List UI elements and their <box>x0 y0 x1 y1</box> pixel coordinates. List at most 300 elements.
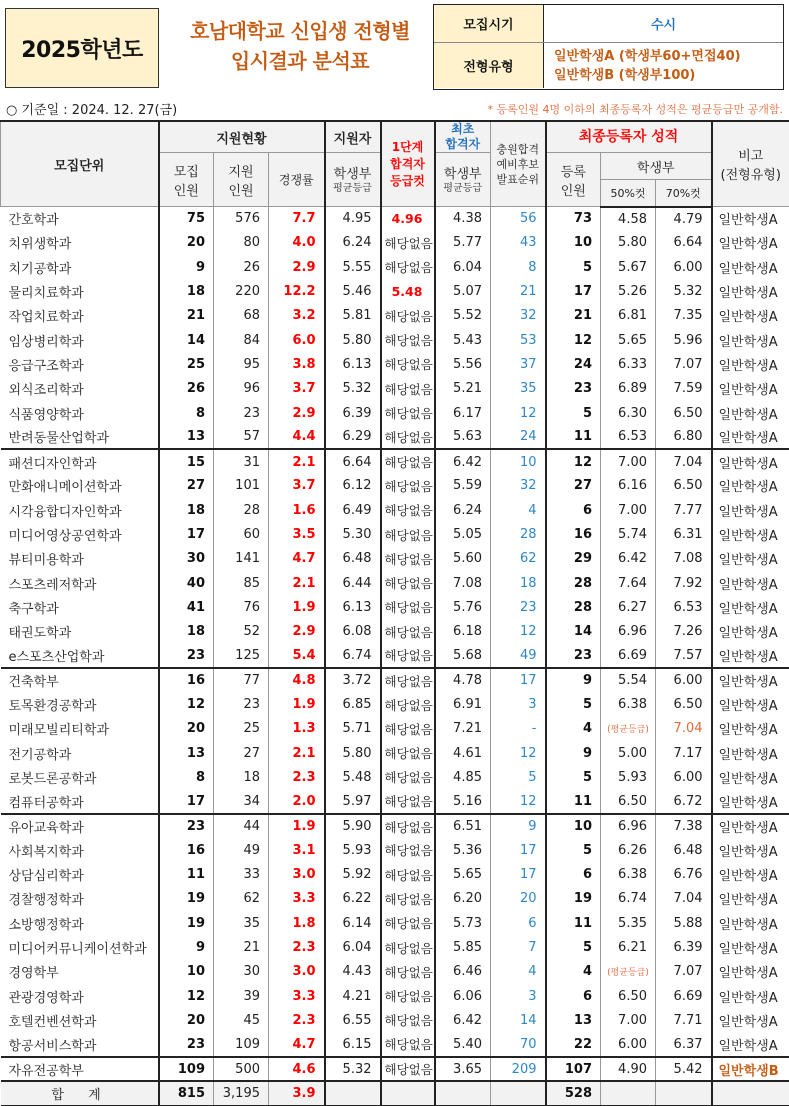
cell-ratio: 3.3 <box>269 984 325 1008</box>
col-record: 학생부 <box>601 153 712 180</box>
cell-app-avg: 5.32 <box>325 377 381 401</box>
cell-type: 일반학생A <box>712 644 789 668</box>
cell-quota: 18 <box>159 279 214 303</box>
page-title <box>165 16 435 76</box>
cell-quota: 26 <box>159 377 214 401</box>
cell-waitlist: 17 <box>491 668 546 692</box>
cell-first-avg: 4.85 <box>435 765 491 789</box>
cell-app-avg: 6.15 <box>325 1033 381 1057</box>
cell-c70: 6.50 <box>656 401 712 425</box>
total-empty <box>435 1081 491 1105</box>
table-row <box>1 620 789 644</box>
cell-applied: 101 <box>214 474 269 498</box>
period-value: 수시 <box>544 5 783 42</box>
cell-quota: 16 <box>159 838 214 862</box>
cell-c50: 6.81 <box>601 304 656 328</box>
cell-ratio: 3.0 <box>269 960 325 984</box>
cell-name: 만화애니메이션학과 <box>1 474 159 498</box>
cell-name: 치기공학과 <box>1 255 159 279</box>
cell-applied: 45 <box>214 1008 269 1032</box>
cell-c50: 6.16 <box>601 474 656 498</box>
cell-app-avg: 5.55 <box>325 255 381 279</box>
cell-reg: 4 <box>546 717 601 741</box>
col-cut50: 50%컷 <box>601 180 656 207</box>
total-empty <box>491 1081 546 1105</box>
cell-quota: 16 <box>159 668 214 692</box>
cell-quota: 8 <box>159 765 214 789</box>
cell-ratio: 3.1 <box>269 838 325 862</box>
table-row <box>1 741 789 765</box>
cell-name: 임상병리학과 <box>1 328 159 352</box>
cell-stage1: 해당없음 <box>381 717 435 741</box>
cell-name: 관광경영학과 <box>1 984 159 1008</box>
cell-c70: 6.69 <box>656 984 712 1008</box>
cell-c70: 6.80 <box>656 425 712 449</box>
cell-quota: 75 <box>159 207 214 231</box>
cell-waitlist: 10 <box>491 449 546 473</box>
table-row <box>1 838 789 862</box>
cell-name: 시각융합디자인학과 <box>1 498 159 522</box>
cell-quota: 9 <box>159 255 214 279</box>
cell-ratio: 3.2 <box>269 304 325 328</box>
cell-reg: 10 <box>546 231 601 255</box>
cell-ratio: 3.3 <box>269 887 325 911</box>
cell-waitlist: 53 <box>491 328 546 352</box>
cell-reg: 5 <box>546 935 601 959</box>
cell-name: 건축학부 <box>1 668 159 692</box>
cell-c70: 6.39 <box>656 935 712 959</box>
type-values <box>544 43 783 88</box>
cell-quota: 13 <box>159 425 214 449</box>
cell-app-avg: 6.12 <box>325 474 381 498</box>
cell-applied: 141 <box>214 547 269 571</box>
cell-ratio: 1.9 <box>269 595 325 619</box>
cell-first-avg: 5.85 <box>435 935 491 959</box>
cell-c70: 7.07 <box>656 352 712 376</box>
cell-applied: 39 <box>214 984 269 1008</box>
cell-waitlist: 8 <box>491 255 546 279</box>
disclaimer-note: * 등록인원 4명 이하의 최종등록자 성적은 평균등급만 공개함. <box>488 101 784 117</box>
cell-waitlist: 24 <box>491 425 546 449</box>
cell-c70: 7.35 <box>656 304 712 328</box>
cell-type: 일반학생A <box>712 255 789 279</box>
cell-first-avg: 5.59 <box>435 474 491 498</box>
cell-type: 일반학생A <box>712 692 789 716</box>
cell-app-avg: 6.49 <box>325 498 381 522</box>
table-row <box>1 207 789 231</box>
cell-first-avg: 6.51 <box>435 814 491 838</box>
info-box <box>433 4 784 90</box>
cell-name: 뷰티미용학과 <box>1 547 159 571</box>
cell-app-avg: 6.55 <box>325 1008 381 1032</box>
cell-applied: 76 <box>214 595 269 619</box>
cell-app-avg: 3.72 <box>325 668 381 692</box>
cell-quota: 17 <box>159 522 214 546</box>
cell-name: 응급구조학과 <box>1 352 159 376</box>
cell-stage1: 해당없음 <box>381 668 435 692</box>
cell-app-avg: 6.64 <box>325 449 381 473</box>
cell-c50: 6.21 <box>601 935 656 959</box>
cell-quota: 18 <box>159 620 214 644</box>
cell-reg: 107 <box>546 1057 601 1081</box>
cell-waitlist: 32 <box>491 304 546 328</box>
cell-waitlist: 17 <box>491 863 546 887</box>
cell-applied: 44 <box>214 814 269 838</box>
cell-ratio: 2.1 <box>269 449 325 473</box>
col-remark: 비고 (전형유형) <box>712 121 789 207</box>
cell-type: 일반학생A <box>712 377 789 401</box>
cell-name: 치위생학과 <box>1 231 159 255</box>
cell-type: 일반학생A <box>712 474 789 498</box>
cell-c50: 5.80 <box>601 231 656 255</box>
table-row <box>1 1033 789 1057</box>
table-row <box>1 352 789 376</box>
cell-stage1: 해당없음 <box>381 522 435 546</box>
cell-name: 토목환경공학과 <box>1 692 159 716</box>
table-row <box>1 255 789 279</box>
cell-c50: 5.67 <box>601 255 656 279</box>
cell-reg: 19 <box>546 887 601 911</box>
cell-first-avg: 5.65 <box>435 863 491 887</box>
total-ratio: 3.9 <box>269 1081 325 1105</box>
cell-c70: 7.26 <box>656 620 712 644</box>
cell-quota: 20 <box>159 1008 214 1032</box>
cell-applied: 80 <box>214 231 269 255</box>
cell-app-avg: 5.46 <box>325 279 381 303</box>
cell-c70: 6.00 <box>656 765 712 789</box>
cell-app-avg: 5.93 <box>325 838 381 862</box>
cell-name: 스포츠레저학과 <box>1 571 159 595</box>
cell-app-avg: 5.92 <box>325 863 381 887</box>
cell-ratio: 2.3 <box>269 1008 325 1032</box>
cell-first-avg: 5.60 <box>435 547 491 571</box>
cell-applied: 25 <box>214 717 269 741</box>
cell-stage1: 해당없음 <box>381 231 435 255</box>
cell-c70: 4.79 <box>656 207 712 231</box>
cell-c50: 7.00 <box>601 498 656 522</box>
cell-waitlist: - <box>491 717 546 741</box>
cell-c50: 6.89 <box>601 377 656 401</box>
cell-applied: 52 <box>214 620 269 644</box>
cell-first-avg: 4.38 <box>435 207 491 231</box>
cell-first-avg: 6.46 <box>435 960 491 984</box>
cell-first-avg: 5.07 <box>435 279 491 303</box>
cell-applied: 84 <box>214 328 269 352</box>
cell-applied: 27 <box>214 741 269 765</box>
cell-type: 일반학생A <box>712 547 789 571</box>
table-row <box>1 328 789 352</box>
cell-app-avg: 6.29 <box>325 425 381 449</box>
results-table <box>0 120 789 1106</box>
cell-ratio: 4.6 <box>269 1057 325 1081</box>
cell-c70: 6.37 <box>656 1033 712 1057</box>
table-row <box>1 474 789 498</box>
cell-applied: 31 <box>214 449 269 473</box>
cell-stage1: 해당없음 <box>381 644 435 668</box>
cell-reg: 5 <box>546 401 601 425</box>
cell-quota: 30 <box>159 547 214 571</box>
cell-c70: 7.77 <box>656 498 712 522</box>
col-final: 최종등록자 성적 <box>546 121 712 153</box>
col-unit: 모집단위 <box>1 121 159 207</box>
cell-waitlist: 4 <box>491 498 546 522</box>
cell-first-avg: 6.17 <box>435 401 491 425</box>
cell-applied: 23 <box>214 692 269 716</box>
cell-ratio: 2.3 <box>269 935 325 959</box>
cell-quota: 40 <box>159 571 214 595</box>
cell-app-avg: 5.80 <box>325 328 381 352</box>
cell-first-avg: 6.20 <box>435 887 491 911</box>
cell-c50: 5.54 <box>601 668 656 692</box>
cell-type: 일반학생A <box>712 790 789 814</box>
col-applied: 지원 인원 <box>214 153 269 207</box>
cell-reg: 10 <box>546 814 601 838</box>
cell-reg: 9 <box>546 741 601 765</box>
cell-stage1: 해당없음 <box>381 498 435 522</box>
type-b: 일반학생B (학생부100) <box>554 66 695 85</box>
cell-quota: 8 <box>159 401 214 425</box>
cell-c50: 6.38 <box>601 863 656 887</box>
cell-type: 일반학생A <box>712 279 789 303</box>
cell-applied: 35 <box>214 911 269 935</box>
cell-waitlist: 56 <box>491 207 546 231</box>
cell-name: 축구학과 <box>1 595 159 619</box>
cell-quota: 18 <box>159 498 214 522</box>
cell-name: 경찰행정학과 <box>1 887 159 911</box>
cell-reg: 21 <box>546 304 601 328</box>
cell-name: 미디어영상공연학과 <box>1 522 159 546</box>
cell-waitlist: 209 <box>491 1057 546 1081</box>
cell-first-avg: 5.68 <box>435 644 491 668</box>
cell-app-avg: 6.04 <box>325 935 381 959</box>
cell-c70: 7.04 <box>656 717 712 741</box>
cell-app-avg: 5.48 <box>325 765 381 789</box>
cell-waitlist: 4 <box>491 960 546 984</box>
cell-c70: 6.00 <box>656 668 712 692</box>
cell-first-avg: 6.18 <box>435 620 491 644</box>
cell-first-avg: 6.04 <box>435 255 491 279</box>
cell-reg: 24 <box>546 352 601 376</box>
cell-applied: 57 <box>214 425 269 449</box>
cell-ratio: 12.2 <box>269 279 325 303</box>
cell-name: 반려동물산업학과 <box>1 425 159 449</box>
cell-quota: 20 <box>159 717 214 741</box>
col-ratio: 경쟁률 <box>269 153 325 207</box>
cell-c70: 5.32 <box>656 279 712 303</box>
cell-reg: 13 <box>546 1008 601 1032</box>
cell-c70: 7.92 <box>656 571 712 595</box>
total-row <box>1 1081 789 1105</box>
table-row <box>1 984 789 1008</box>
cell-quota: 23 <box>159 1033 214 1057</box>
table-row <box>1 668 789 692</box>
cell-reg: 17 <box>546 279 601 303</box>
cell-app-avg: 6.14 <box>325 911 381 935</box>
reference-date: ○ 기준일 : 2024. 12. 27(금) <box>6 99 177 118</box>
cell-reg: 12 <box>546 328 601 352</box>
cell-ratio: 3.7 <box>269 377 325 401</box>
cell-app-avg: 5.71 <box>325 717 381 741</box>
cell-quota: 17 <box>159 790 214 814</box>
cell-app-avg: 6.48 <box>325 547 381 571</box>
cell-stage1: 해당없음 <box>381 960 435 984</box>
cell-stage1: 해당없음 <box>381 1008 435 1032</box>
cell-reg: 11 <box>546 425 601 449</box>
cell-c70: 6.31 <box>656 522 712 546</box>
cell-type: 일반학생A <box>712 595 789 619</box>
cell-stage1: 해당없음 <box>381 595 435 619</box>
cell-stage1: 해당없음 <box>381 935 435 959</box>
type-a: 일반학생A (학생부60+면접40) <box>554 47 741 66</box>
cell-name: e스포츠산업학과 <box>1 644 159 668</box>
cell-app-avg: 5.32 <box>325 1057 381 1081</box>
cell-c50: 6.33 <box>601 352 656 376</box>
cell-quota: 11 <box>159 863 214 887</box>
cell-applied: 26 <box>214 255 269 279</box>
cell-waitlist: 23 <box>491 595 546 619</box>
cell-name: 사회복지학과 <box>1 838 159 862</box>
cell-stage1: 해당없음 <box>381 328 435 352</box>
cell-c70: 6.50 <box>656 692 712 716</box>
table-row <box>1 1057 789 1081</box>
table-row <box>1 595 789 619</box>
cell-c50: 5.00 <box>601 741 656 765</box>
cell-quota: 19 <box>159 911 214 935</box>
table-row <box>1 522 789 546</box>
cell-reg: 9 <box>546 668 601 692</box>
cell-name: 유아교육학과 <box>1 814 159 838</box>
cell-ratio: 1.9 <box>269 692 325 716</box>
cell-stage1: 해당없음 <box>381 255 435 279</box>
cell-waitlist: 17 <box>491 838 546 862</box>
cell-reg: 4 <box>546 960 601 984</box>
cell-waitlist: 9 <box>491 814 546 838</box>
cell-quota: 25 <box>159 352 214 376</box>
col-waitlist: 충원합격 예비후보 발표순위 <box>491 121 546 207</box>
cell-quota: 20 <box>159 231 214 255</box>
cell-ratio: 3.0 <box>269 863 325 887</box>
cell-c70: 7.07 <box>656 960 712 984</box>
cell-type: 일반학생A <box>712 838 789 862</box>
cell-stage1: 해당없음 <box>381 790 435 814</box>
cell-waitlist: 37 <box>491 352 546 376</box>
cell-type: 일반학생A <box>712 935 789 959</box>
cell-waitlist: 5 <box>491 765 546 789</box>
cell-type: 일반학생A <box>712 863 789 887</box>
cell-reg: 6 <box>546 984 601 1008</box>
cell-first-avg: 5.16 <box>435 790 491 814</box>
cell-c70: 6.72 <box>656 790 712 814</box>
cell-applied: 77 <box>214 668 269 692</box>
cell-ratio: 3.7 <box>269 474 325 498</box>
cell-app-avg: 6.13 <box>325 352 381 376</box>
table-row <box>1 644 789 668</box>
cell-c70: 5.88 <box>656 911 712 935</box>
cell-app-avg: 5.90 <box>325 814 381 838</box>
cell-c50: 6.30 <box>601 401 656 425</box>
cell-app-avg: 4.95 <box>325 207 381 231</box>
cell-quota: 41 <box>159 595 214 619</box>
cell-quota: 19 <box>159 887 214 911</box>
cell-ratio: 2.9 <box>269 620 325 644</box>
cell-ratio: 2.9 <box>269 401 325 425</box>
cell-reg: 5 <box>546 692 601 716</box>
cell-app-avg: 5.97 <box>325 790 381 814</box>
col-first-avg: 학생부 평균등급 <box>435 153 491 207</box>
cell-stage1: 해당없음 <box>381 838 435 862</box>
cell-reg: 11 <box>546 911 601 935</box>
cell-ratio: 2.3 <box>269 765 325 789</box>
cell-ratio: 4.4 <box>269 425 325 449</box>
col-first-pass: 최초 합격자 <box>435 121 491 153</box>
cell-stage1: 해당없음 <box>381 425 435 449</box>
cell-stage1: 해당없음 <box>381 377 435 401</box>
cell-c70: 7.57 <box>656 644 712 668</box>
total-empty <box>712 1081 789 1105</box>
cell-waitlist: 18 <box>491 571 546 595</box>
cell-app-avg: 6.44 <box>325 571 381 595</box>
cell-applied: 125 <box>214 644 269 668</box>
cell-c70: 6.76 <box>656 863 712 887</box>
year-label: 2025학년도 <box>5 8 159 88</box>
cell-c50: 6.74 <box>601 887 656 911</box>
cell-c50: 6.69 <box>601 644 656 668</box>
cell-applied: 18 <box>214 765 269 789</box>
cell-first-avg: 6.06 <box>435 984 491 1008</box>
cell-quota: 23 <box>159 644 214 668</box>
cell-name: 상담심리학과 <box>1 863 159 887</box>
cell-c70: 7.08 <box>656 547 712 571</box>
cell-ratio: 4.8 <box>269 668 325 692</box>
cell-stage1: 해당없음 <box>381 352 435 376</box>
cell-stage1: 해당없음 <box>381 984 435 1008</box>
total-empty <box>325 1081 381 1105</box>
cell-quota: 109 <box>159 1057 214 1081</box>
cell-waitlist: 49 <box>491 644 546 668</box>
cell-name: 전기공학과 <box>1 741 159 765</box>
cell-quota: 10 <box>159 960 214 984</box>
table-row <box>1 231 789 255</box>
cell-ratio: 1.3 <box>269 717 325 741</box>
period-label: 모집시기 <box>434 5 544 42</box>
cell-type: 일반학생A <box>712 668 789 692</box>
cell-first-avg: 6.42 <box>435 1008 491 1032</box>
cell-waitlist: 70 <box>491 1033 546 1057</box>
cell-name: 로봇드론공학과 <box>1 765 159 789</box>
cell-stage1: 해당없음 <box>381 1033 435 1057</box>
cell-reg: 5 <box>546 765 601 789</box>
cell-name: 경영학부 <box>1 960 159 984</box>
cell-c50: 5.26 <box>601 279 656 303</box>
cell-stage1: 해당없음 <box>381 741 435 765</box>
cell-first-avg: 5.56 <box>435 352 491 376</box>
cell-app-avg: 6.24 <box>325 231 381 255</box>
cell-applied: 62 <box>214 887 269 911</box>
cell-name: 태권도학과 <box>1 620 159 644</box>
cell-c50: 5.35 <box>601 911 656 935</box>
cell-name: 컴퓨터공학과 <box>1 790 159 814</box>
total-quota: 815 <box>159 1081 214 1105</box>
cell-app-avg: 6.08 <box>325 620 381 644</box>
total-reg: 528 <box>546 1081 601 1105</box>
cell-type: 일반학생A <box>712 352 789 376</box>
cell-type: 일반학생A <box>712 960 789 984</box>
cell-first-avg: 6.91 <box>435 692 491 716</box>
cell-c50: 6.50 <box>601 984 656 1008</box>
cell-waitlist: 21 <box>491 279 546 303</box>
total-empty <box>601 1081 656 1105</box>
table-row <box>1 401 789 425</box>
